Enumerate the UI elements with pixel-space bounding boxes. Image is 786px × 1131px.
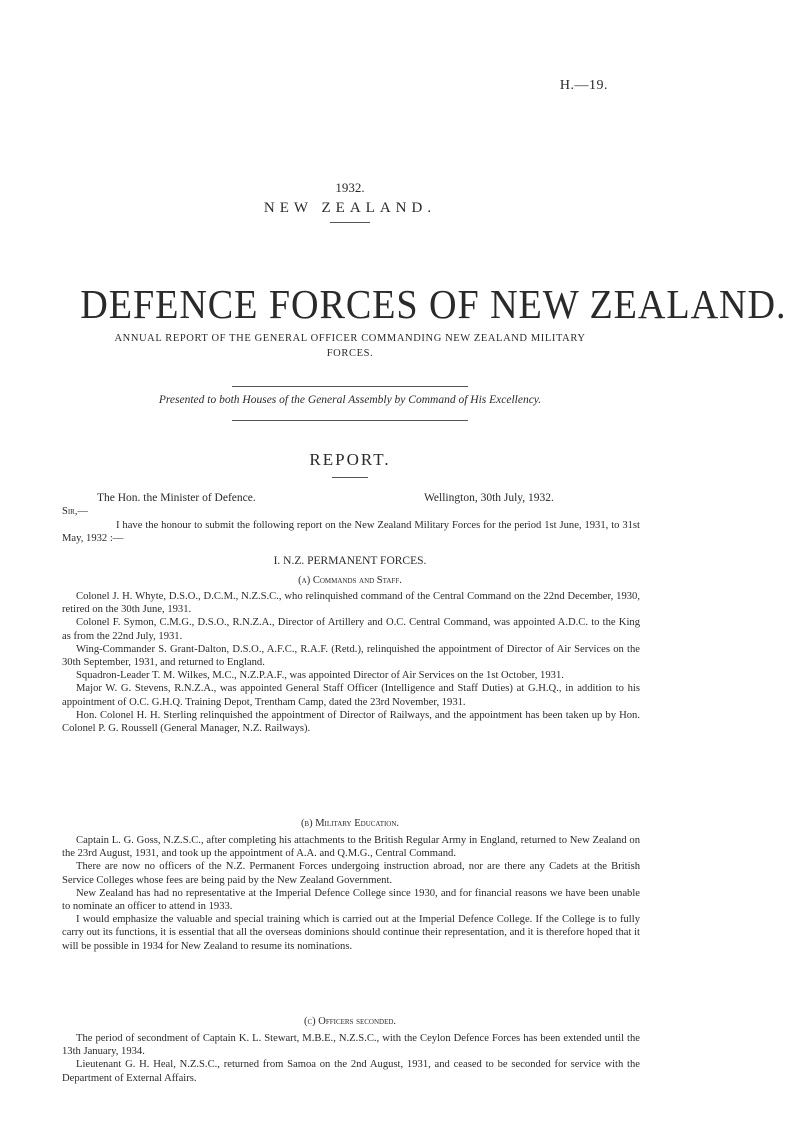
paragraph: Captain L. G. Goss, N.Z.S.C., after completing his attachments to the British Regular Army in England, returned to New Zealand on the 23rd August, 1931, and took up the appointment of A.A. and Q.M.G., Central Command. [62, 835, 640, 860]
section-heading: I. N.Z. PERMANENT FORCES. [273, 555, 427, 567]
paragraph: I would emphasize the valuable and special training which is carried out at the Imperial Defence College. If the College is to fully carry out its functions, it is essential that all the overseas dominions should continue their representation, and it is therefore hoped that it will be possible in 1934 for New Zealand to resume its nominations. [62, 914, 640, 952]
paragraph: Colonel F. Symon, C.M.G., D.S.O., R.N.Z.A., Director of Artillery and O.C. Central Command, was appointed A.D.C. to the King as from the 22nd July, 1931. [62, 617, 640, 642]
paragraph: Major W. G. Stevens, R.N.Z.A., was appointed General Staff Officer (Intelligence and Staff Duties) at G.H.Q., in addition to his appointment of O.C. G.H.Q. Training Depot, Trentham Camp, dated the 23rd November, 1931. [62, 683, 640, 708]
divider [232, 386, 468, 387]
subsection-c-body [62, 1032, 640, 1085]
divider [330, 222, 370, 223]
paragraph: Hon. Colonel H. H. Sterling relinquished the appointment of Director of Railways, and the appointment has been taken up by Hon. Colonel P. G. Roussell (General Manager, N.Z. Railways). [62, 709, 640, 735]
paragraph: Colonel J. H. Whyte, D.S.O., D.C.M., N.Z.S.C., who relinquished command of the Central Command on the 22nd December, 1930, retired on the 30th June, 1931. [62, 591, 640, 616]
presented-line: Presented to both Houses of the General Assembly by Command of His Excellency. [158, 394, 542, 406]
main-title: DEFENCE FORCES OF NEW ZEALAND. [80, 281, 786, 327]
subtitle: ANNUAL REPORT OF THE GENERAL OFFICER COMMANDING NEW ZEALAND MILITARY FORCES. [114, 333, 586, 359]
subsection-a-body [62, 590, 640, 735]
divider [332, 477, 368, 478]
paragraph: There are now no officers of the N.Z. Permanent Forces undergoing instruction abroad, nor are there any Cadets at the British Service Colleges whose fees are being paid by the New Zealand Government. [62, 861, 640, 886]
paragraph: The period of secondment of Captain K. L. Stewart, M.B.E., N.Z.S.C., with the Ceylon Defence Forces has been extended until the 13th January, 1934. [62, 1033, 640, 1058]
divider [232, 420, 468, 421]
salutation: Sir,— [62, 506, 88, 517]
subsection-heading-a: (a) Commands and Staff. [298, 575, 402, 586]
paragraph: Squadron-Leader T. M. Wilkes, M.C., N.Z.P.A.F., was appointed Director of Air Services on the 1st October, 1931. [76, 670, 564, 682]
place-date: Wellington, 30th July, 1932. [424, 492, 554, 504]
report-heading: REPORT. [309, 450, 391, 469]
addressee: The Hon. the Minister of Defence. [97, 492, 256, 504]
subsection-heading-b: (b) Military Education. [300, 818, 400, 829]
subsection-b-body [62, 834, 640, 953]
subsection-heading-c: (c) Officers seconded. [303, 1016, 397, 1027]
intro-paragraph [62, 519, 640, 545]
paragraph: Lieutenant G. H. Heal, N.Z.S.C., returned from Samoa on the 2nd August, 1931, and ceased to be seconded for service with the Department of External Affairs. [62, 1059, 640, 1084]
paragraph: New Zealand has had no representative at the Imperial Defence College since 1930, and for financial reasons we have been unable to nominate an officer to attend in 1933. [62, 887, 640, 913]
country-heading: NEW ZEALAND. [263, 200, 437, 216]
intro-text: I have the honour to submit the following report on the New Zealand Military Forces for the period 1st June, 1931, to 31st May, 1932 :— [62, 520, 640, 545]
document-year: 1932. [335, 180, 365, 195]
paragraph: Wing-Commander S. Grant-Dalton, D.S.O., A.F.C., R.A.F. (Retd.), relinquished the appointment of Director of Air Services on the 30th September, 1931, and returned to England. [62, 643, 640, 669]
document-reference: H.—19. [559, 78, 608, 93]
